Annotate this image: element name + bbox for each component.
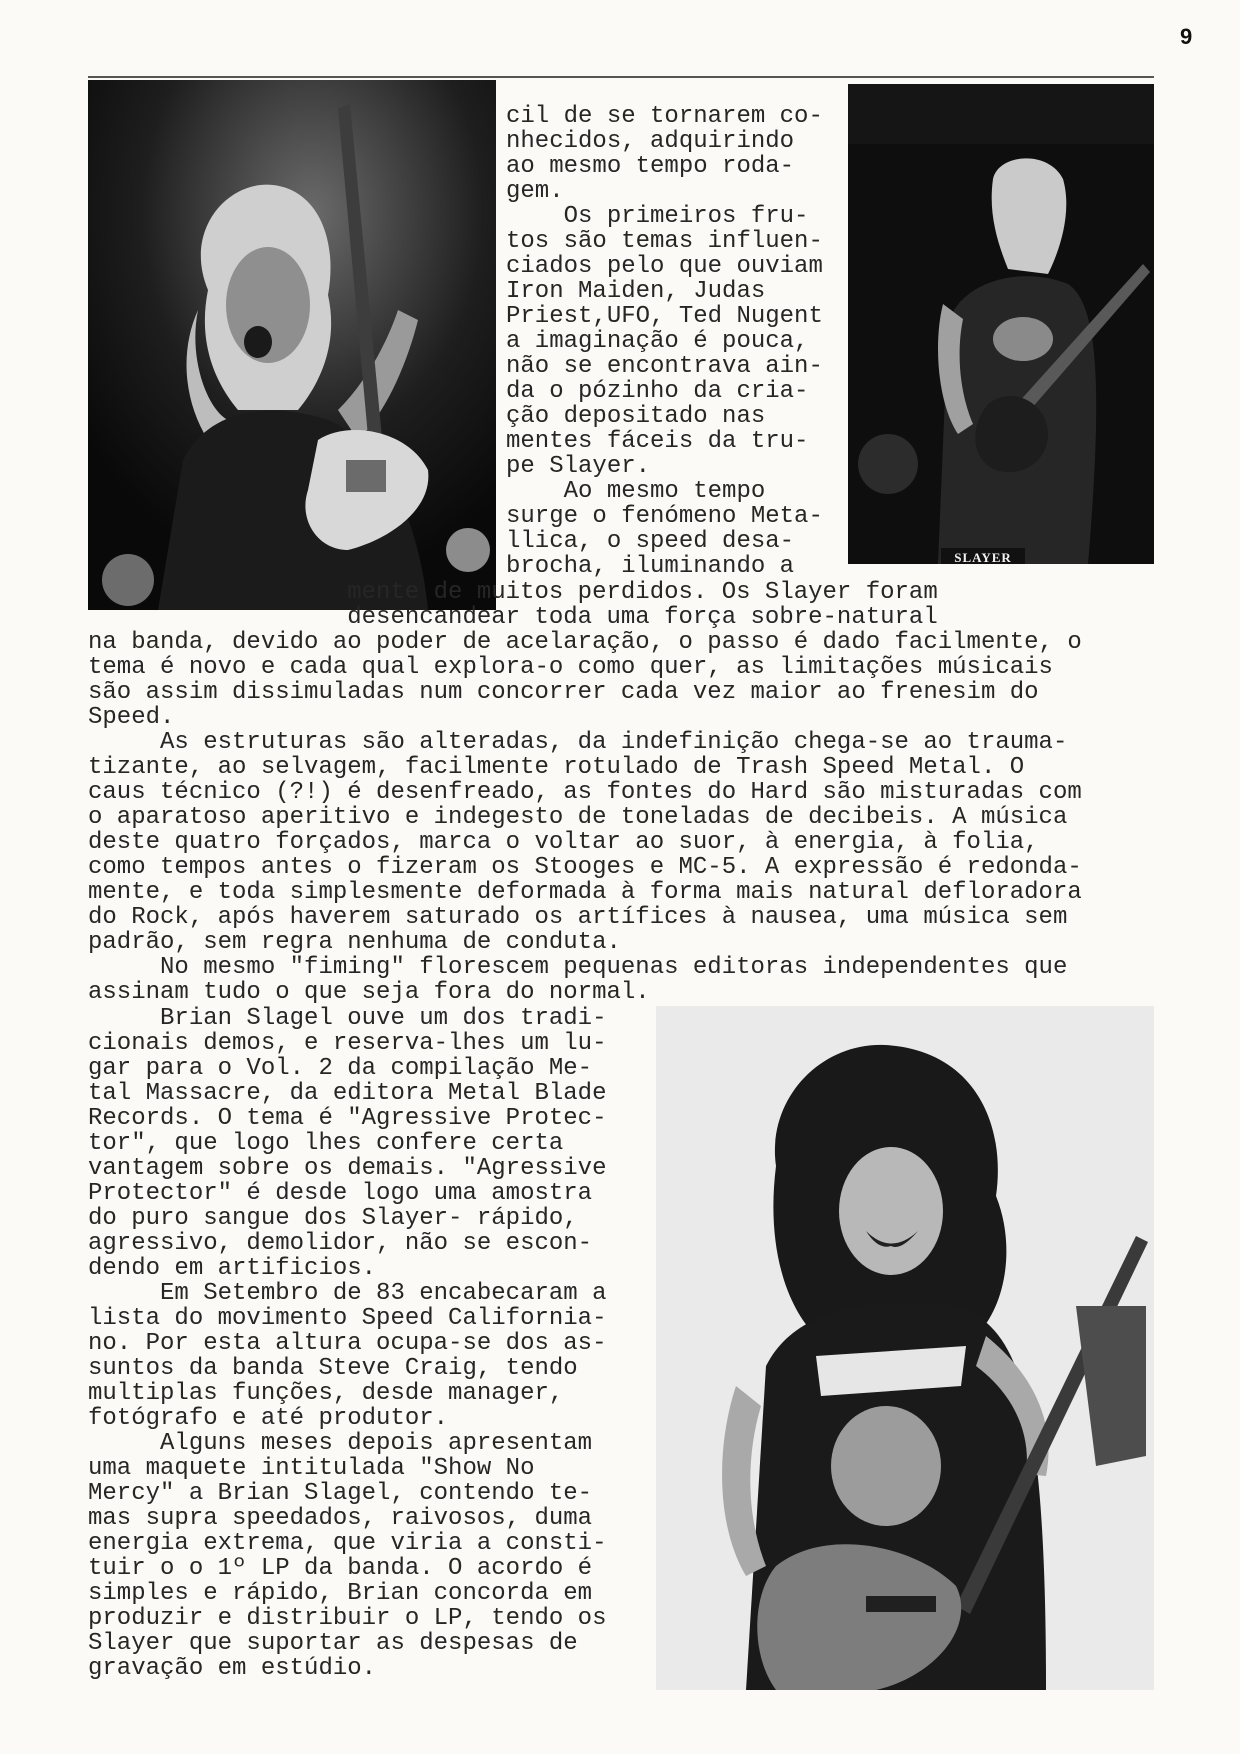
text-line: uma maquete intitulada "Show No [88, 1455, 535, 1482]
guitarist-singing-photo [88, 80, 496, 610]
text-line: desencandear toda uma força sobre-natural [88, 604, 938, 631]
top-rule [88, 76, 1154, 78]
text-line: tema é novo e cada qual explora-o como quer, as limitações músicais [88, 654, 1053, 681]
text-line: gar para o Vol. 2 da compilação Me- [88, 1055, 593, 1082]
text-line: no. Por esta altura ocupa-se dos as- [88, 1330, 607, 1357]
text-line: Records. O tema é "Agressive Protec- [88, 1105, 607, 1132]
text-line: assinam tudo o que seja fora do normal. [88, 979, 650, 1006]
text-line: o aparatoso aperitivo e indegesto de toneladas de decibeis. A música [88, 804, 1068, 831]
text-line: tal Massacre, da editora Metal Blade [88, 1080, 607, 1107]
text-line: mas supra speedados, raivosos, duma [88, 1505, 593, 1532]
text-line: do puro sangue dos Slayer- rápido, [88, 1205, 578, 1232]
text-line: agressivo, demolidor, não se escon- [88, 1230, 593, 1257]
text-line: ção depositado nas [506, 403, 766, 430]
text-line: Iron Maiden, Judas [506, 278, 766, 305]
text-line: llica, o speed desa- [506, 528, 795, 555]
text-line: mentes fáceis da tru- [506, 428, 809, 455]
text-line: pe Slayer. [506, 453, 651, 480]
text-line: simples e rápido, Brian concorda em [88, 1580, 593, 1607]
text-line: Alguns meses depois apresentam [88, 1430, 593, 1457]
text-line: na banda, devido ao poder de acelaração, o passo é dado facilmente, o [88, 629, 1082, 656]
text-line: não se encontrava ain- [506, 353, 823, 380]
text-line: Speed. [88, 704, 175, 731]
text-line: Brian Slagel ouve um dos tradi- [88, 1005, 607, 1032]
text-line: ao mesmo tempo roda- [506, 153, 795, 180]
text-line: multiplas funções, desde manager, [88, 1380, 564, 1407]
text-line: tos são temas influen- [506, 228, 823, 255]
text-line: Ao mesmo tempo [506, 478, 766, 505]
text-line: No mesmo "fiming" florescem pequenas editoras independentes que [88, 954, 1068, 981]
text-line: vantagem sobre os demais. "Agressive [88, 1155, 607, 1182]
text-line: cionais demos, e reserva-lhes um lu- [88, 1030, 607, 1057]
text-line: Protector" é desde logo uma amostra [88, 1180, 593, 1207]
text-line: caus técnico (?!) é desenfreado, as fontes do Hard são misturadas com [88, 779, 1082, 806]
bassist-smiling-photo [656, 1006, 1154, 1690]
page-number: 9 [1180, 24, 1193, 49]
text-line: surge o fenómeno Meta- [506, 503, 823, 530]
text-line: deste quatro forçados, marca o voltar ao suor, à energia, à folia, [88, 829, 1039, 856]
text-line: dendo em artificios. [88, 1255, 377, 1282]
text-line: Mercy" a Brian Slagel, contendo te- [88, 1480, 593, 1507]
photo-caption: SLAYER [941, 548, 1025, 564]
text-line: Os primeiros fru- [506, 203, 809, 230]
text-line: mente, e toda simplesmente deformada à forma mais natural defloradora [88, 879, 1082, 906]
text-line: mente de muitos perdidos. Os Slayer foram [88, 579, 938, 606]
text-line: cil de se tornarem co- [506, 103, 823, 130]
text-line: suntos da banda Steve Craig, tendo [88, 1355, 578, 1382]
text-line: energia extrema, que viria a consti- [88, 1530, 607, 1557]
text-line: Priest,UFO, Ted Nugent [506, 303, 823, 330]
guitarist-playing-photo [848, 84, 1154, 564]
text-line: fotógrafo e até produtor. [88, 1405, 449, 1432]
text-line: lista do movimento Speed Californiа- [88, 1305, 607, 1332]
text-line: da o pózinho da cria- [506, 378, 809, 405]
article-column-bottom [88, 1006, 648, 1681]
text-line: do Rock, após haverem saturado os artífices à nausea, uma música sem [88, 904, 1068, 931]
text-line: tuir o o 1º LP da banda. O acordo é [88, 1555, 593, 1582]
text-line: como tempos antes o fizeram os Stooges e MC-5. A expressão é redonda- [88, 854, 1082, 881]
text-line: As estruturas são alteradas, da indefinição chega-se ao trauma- [88, 729, 1068, 756]
text-line: são assim dissimuladas num concorrer cada vez maior ao frenesim do [88, 679, 1039, 706]
text-line: produzir e distribuir o LP, tendo os [88, 1605, 607, 1632]
text-line: gem. [506, 178, 564, 205]
article-wide-block [88, 580, 1154, 1005]
text-line: nhecidos, adquirindo [506, 128, 795, 155]
text-line: Slayer que suportar as despesas de [88, 1630, 578, 1657]
text-line: brocha, iluminando a [506, 553, 795, 580]
text-line: gravação em estúdio. [88, 1655, 377, 1682]
article-column-top [506, 104, 848, 579]
text-line: Em Setembro de 83 encabecaram a [88, 1280, 607, 1307]
text-line: tizante, ao selvagem, facilmente rotulado de Trash Speed Metal. O [88, 754, 1025, 781]
text-line: a imaginação é pouca, [506, 328, 809, 355]
text-line: ciados pelo que ouviam [506, 253, 823, 280]
text-line: tor", que logo lhes confere certa [88, 1130, 564, 1157]
text-line: padrão, sem regra nenhuma de conduta. [88, 929, 621, 956]
